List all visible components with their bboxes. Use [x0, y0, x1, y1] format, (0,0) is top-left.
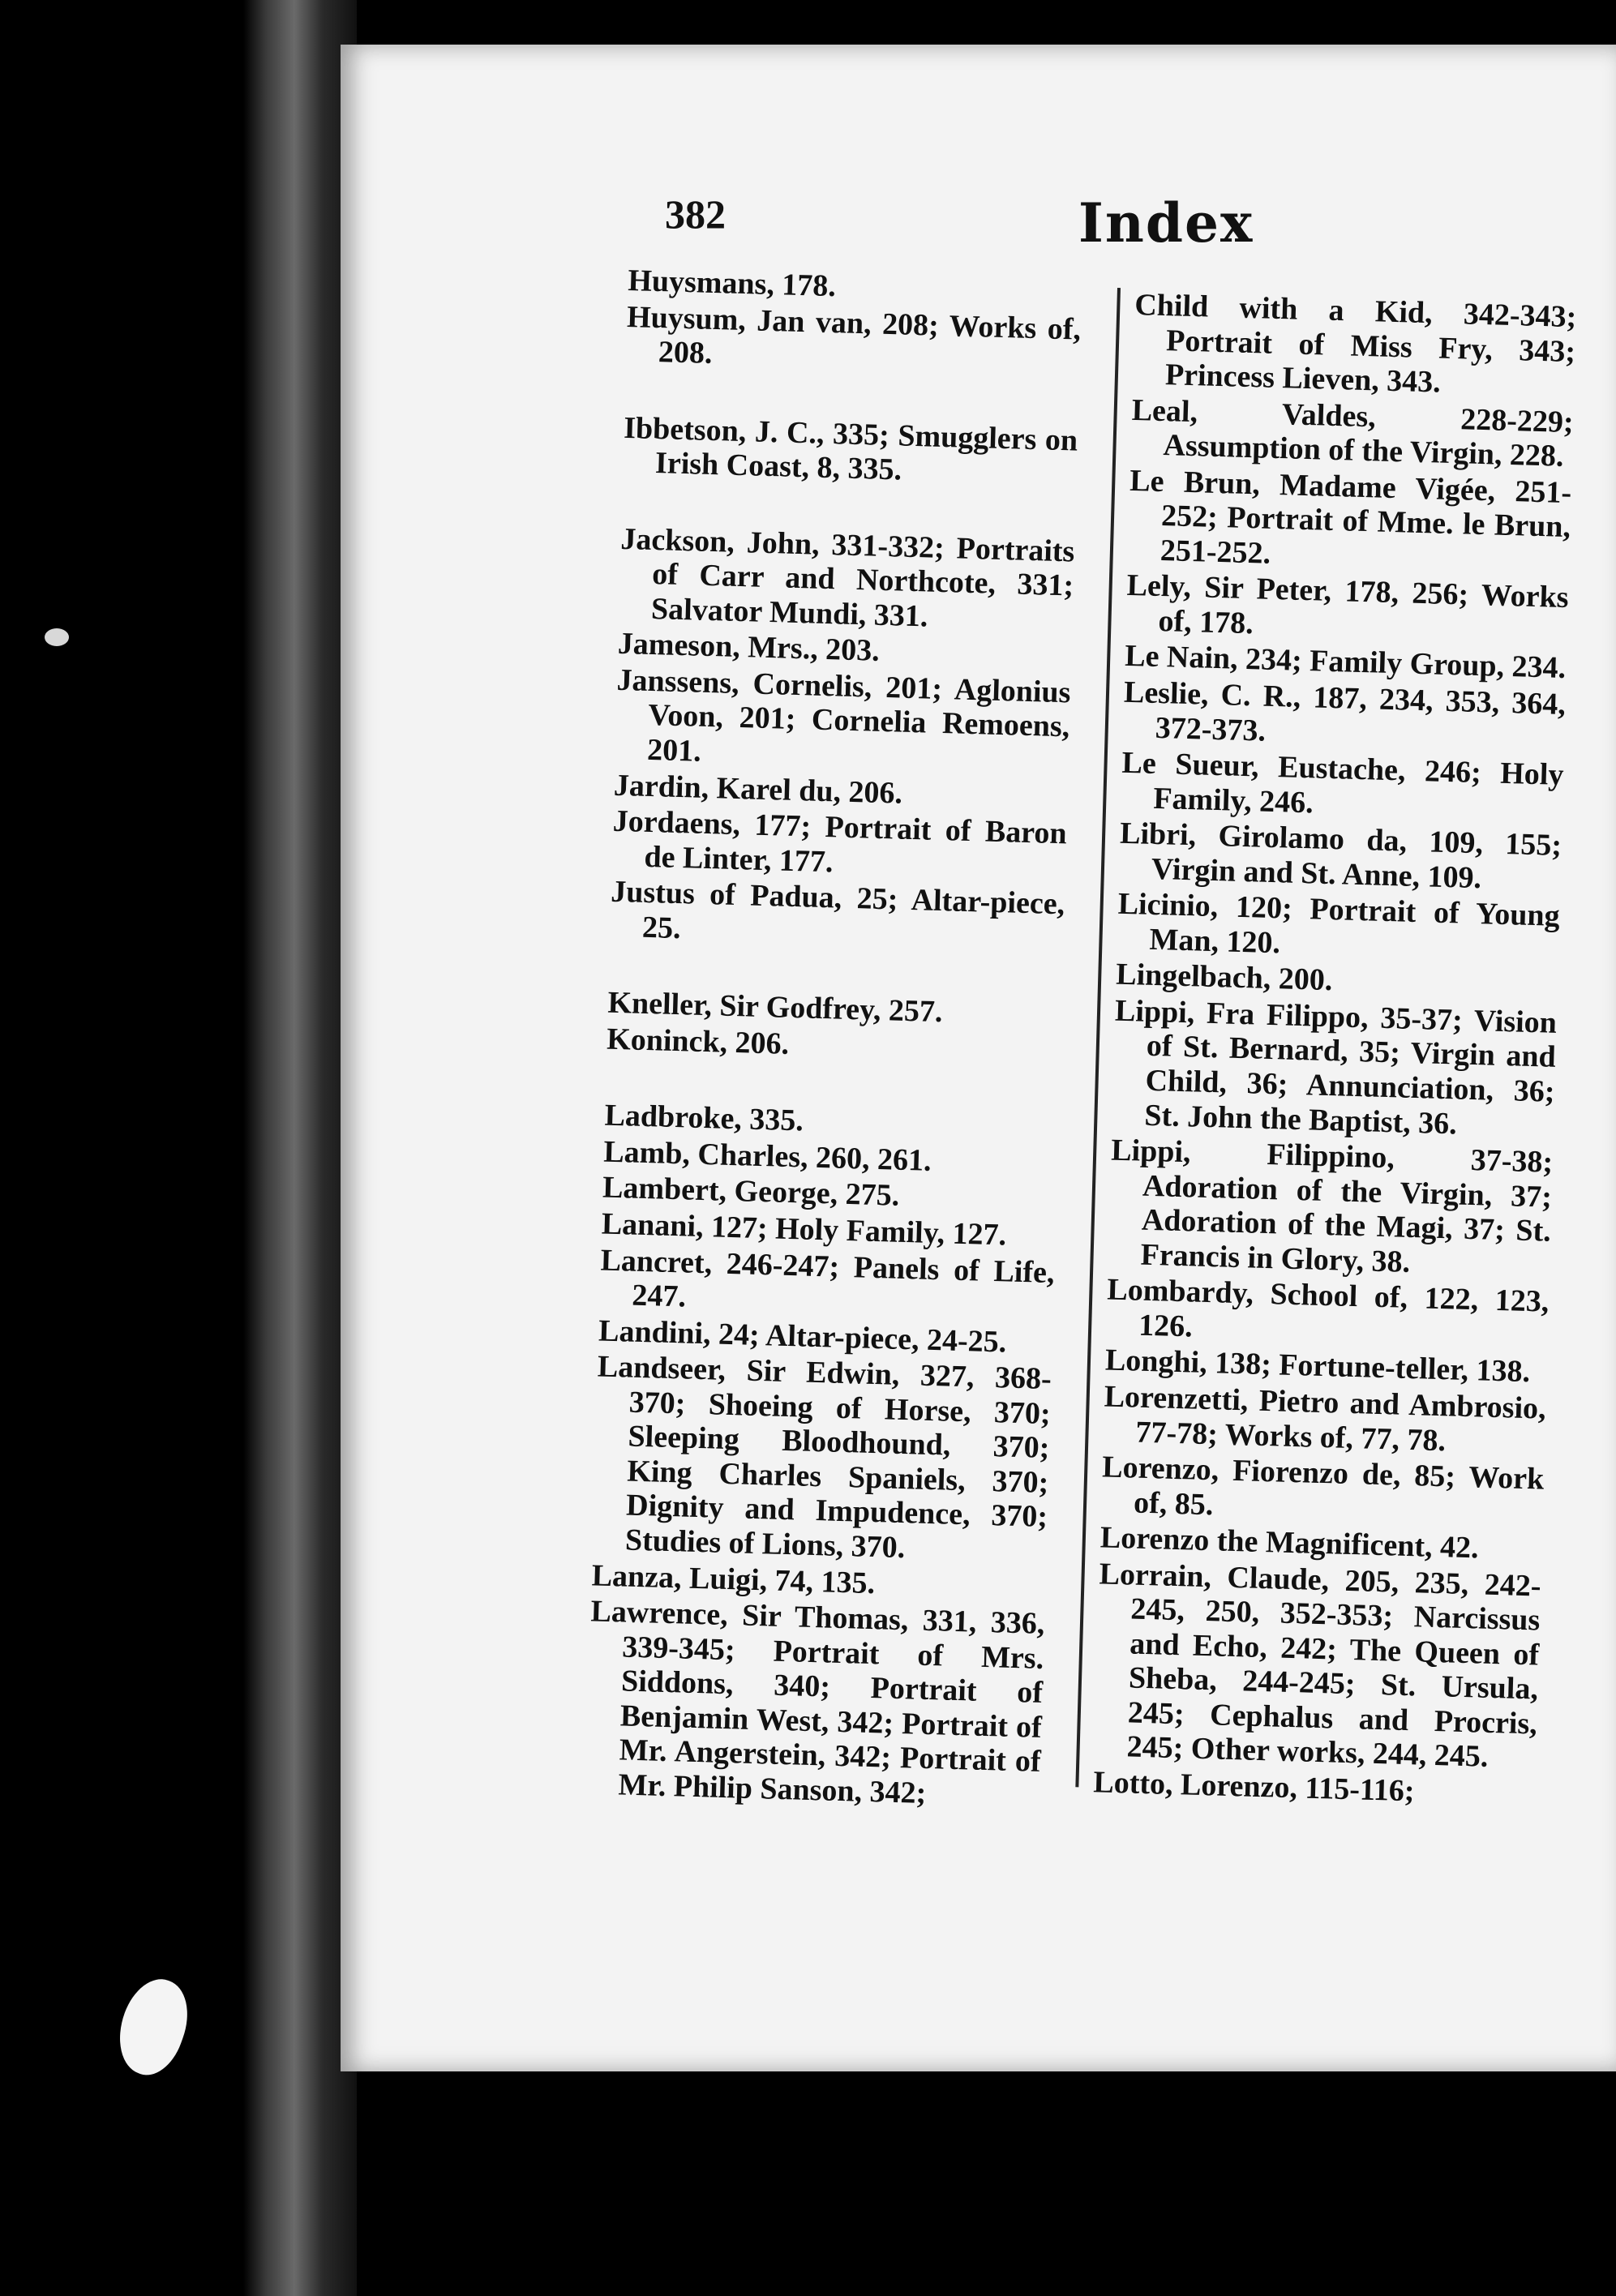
index-entry: Lombardy, School of, 122, 123, 126.	[1106, 1272, 1550, 1344]
index-entry: Kneller, Sir Godfrey, 257.	[607, 985, 944, 1030]
index-column-left	[585, 263, 1082, 1815]
index-entry: Lorenzetti, Pietro and Ambrosio, 77-78; Works of, 77, 78.	[1104, 1379, 1547, 1458]
index-entry: Leal, Valdes, 228-229; Assumption of the Virgin, 228.	[1131, 392, 1575, 474]
page-number: 382	[665, 191, 726, 237]
index-entry: Landseer, Sir Edwin, 327, 368-370; Shoeing of Horse, 370; Sleeping Bloodhound, 370; King Charles Spaniels, 370; Dignity and Impudence, 370; Studies of Lions, 370.	[597, 1349, 1052, 1566]
index-entry: Ladbroke, 335.	[604, 1098, 804, 1138]
scan-speck	[45, 628, 69, 646]
running-head: Index	[1078, 191, 1254, 255]
index-entry: Lippi, Fra Filippo, 35-37; Vision of St. Bernard, 35; Virgin and Child, 36; Annunciation, 36; St. John the Baptist, 36.	[1114, 993, 1558, 1142]
index-entry: Landini, 24; Altar-piece, 24-25.	[598, 1313, 1007, 1360]
index-entry: Justus of Padua, 25; Altar-piece, 25.	[610, 874, 1065, 945]
index-entry: Lingelbach, 200.	[1115, 957, 1333, 998]
index-entry: Lamb, Charles, 260, 261.	[602, 1134, 932, 1178]
index-entry: Licinio, 120; Portrait of Young Man, 120.	[1117, 887, 1561, 961]
book-binding	[243, 0, 357, 2296]
index-entry: Lorenzo, Fiorenzo de, 85; Work of, 85.	[1101, 1450, 1545, 1522]
index-entry: Ibbetson, J. C., 335; Smugglers on Irish Coast, 8, 335.	[623, 410, 1078, 487]
index-entry: Leslie, C. R., 187, 234, 353, 364, 372-373.	[1123, 675, 1567, 748]
index-entry: Longhi, 138; Fortune-teller, 138.	[1104, 1343, 1531, 1390]
index-entry: Jameson, Mrs., 203.	[617, 627, 881, 669]
index-entry: Lorrain, Claude, 205, 235, 242-245, 250, 352-353; Narcissus and Echo, 242; The Queen of Sheba, 244-245; St. Ursula, 245; Cephalus and Procris, 245; Other works, 244, 245.	[1099, 1557, 1542, 1775]
index-entry: Huysum, Jan van, 208; Works of, 208.	[626, 299, 1082, 371]
index-entry: Koninck, 206.	[606, 1022, 790, 1061]
index-entry: Child with a Kid, 342-343; Portrait of Miss Fry, 343; Princess Lieven, 343.	[1134, 288, 1577, 400]
index-entry: Jackson, John, 331-332; Portraits of Carr and Northcote, 331; Salvator Mundi, 331.	[619, 521, 1075, 634]
index-entry: Lancret, 246-247; Panels of Life, 247.	[600, 1243, 1056, 1314]
index-column-right	[1093, 288, 1577, 1814]
index-entry: Lotto, Lorenzo, 115-116;	[1092, 1765, 1416, 1809]
index-entry: Huysmans, 178.	[627, 263, 837, 304]
index-entry: Lely, Sir Peter, 178, 256; Works of, 178.	[1126, 568, 1570, 641]
index-entry: Le Brun, Madame Vigée, 251-252; Portrait of Mme. le Brun, 251-252.	[1129, 463, 1572, 571]
index-entry: Le Sueur, Eustache, 246; Holy Family, 246.	[1121, 745, 1565, 820]
scan-speck	[107, 1970, 199, 2083]
index-entry: Le Nain, 234; Family Group, 234.	[1124, 639, 1567, 686]
index-entry: Libri, Girolamo da, 109, 155; Virgin and St. Anne, 109.	[1119, 816, 1562, 895]
index-entry: Lawrence, Sir Thomas, 331, 336, 339-345; Portrait of Mrs. Siddons, 340; Portrait of Benjamin West, 342; Portrait of Mr. Angerstein, 342; Portrait of Mr. Philip Sanson, 342;	[589, 1594, 1045, 1810]
index-entry: Jardin, Karel du, 206.	[613, 768, 903, 811]
index-entry: Jordaens, 177; Portrait of Baron de Linter, 177.	[612, 803, 1068, 879]
index-entry: Lippi, Filippino, 37-38; Adoration of the Virgin, 37; Adoration of the Magi, 37; St. Francis in Glory, 38.	[1110, 1133, 1554, 1279]
index-entry: Lambert, George, 275.	[602, 1171, 900, 1214]
index-entry: Lorenzo the Magnificent, 42.	[1099, 1520, 1480, 1566]
index-entry: Lanza, Luigi, 74, 135.	[591, 1557, 876, 1600]
index-entry: Lanani, 127; Holy Family, 127.	[601, 1206, 1007, 1253]
index-entry: Janssens, Cornelis, 201; Aglonius Voon, 201; Cornelia Remoens, 201.	[616, 662, 1072, 769]
